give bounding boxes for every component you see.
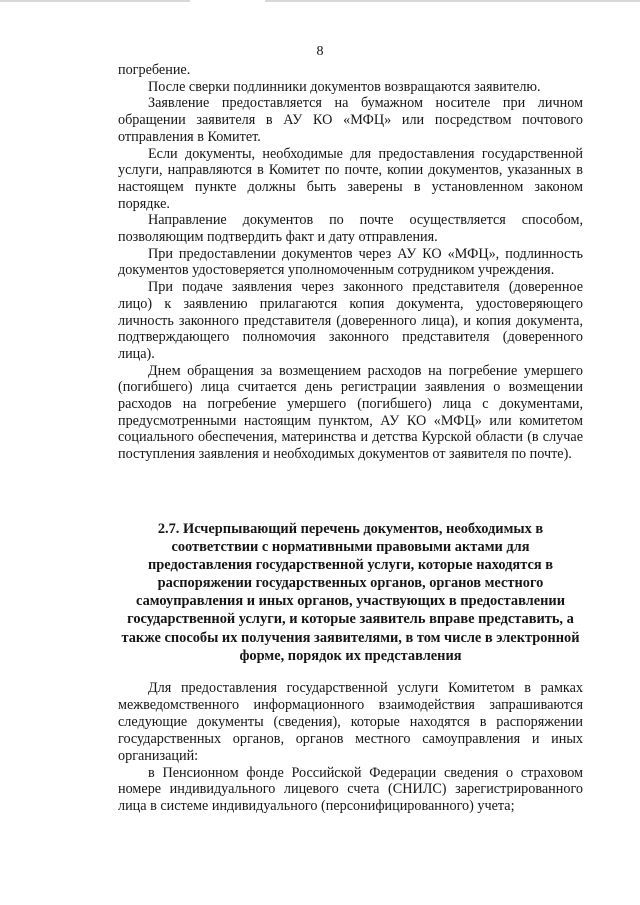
- paragraph: После сверки подлинники документов возвращаются заявителю.: [148, 78, 541, 95]
- body-text-continued: [118, 680, 583, 815]
- paragraph: погребение.: [118, 62, 191, 78]
- paragraph: в Пенсионном фонде Российской Федерации сведения о страховом номере индивидуального лицевого счета (СНИЛС) зарегистрированного лица в системе индивидуального (персонифицированного) учета;: [118, 764, 583, 815]
- paragraph: Днем обращения за возмещением расходов на погребение умершего (погибшего) лица считается день регистрации заявления о возмещении расходов на погребение умершего (погибшего) лица с документами, предусмотренными настоящим пунктом, АУ КО «МФЦ» или комитетом социального обеспечения, материнства и детства Курской области (в случае поступления заявления и необходимых документов от заявителя по почте).: [118, 362, 583, 463]
- paragraph: Для предоставления государственной услуги Комитетом в рамках межведомственного информационного взаимодействия запрашиваются следующие документы (сведения), которые находятся в распоряжении государственных органов, органов местного самоуправления и иных организаций:: [118, 680, 583, 764]
- body-text: [118, 62, 583, 463]
- page-number: 8: [316, 44, 324, 59]
- scan-edge-left: [0, 0, 190, 2]
- paragraph: При подаче заявления через законного представителя (доверенное лицо) к заявлению прилагаются копия документа, удостоверяющего личность законного представителя (доверенного лица), и копия документа, подтверждающего полномочия законного представителя (доверенного лица).: [118, 279, 583, 362]
- paragraph: Если документы, необходимые для предоставления государственной услуги, направляются в Комитет по почте, копии документов, указанных в настоящем пункте должны быть заверены в установленном законом порядке.: [118, 145, 583, 212]
- paragraph: Заявление предоставляется на бумажном носителе при личном обращении заявителя в АУ КО «МФЦ» или посредством почтового отправления в Комитет.: [118, 95, 583, 145]
- section-heading: 2.7. Исчерпывающий перечень документов, необходимых в соответствии с нормативными правовыми актами для предоставления государственной услуги, которые находятся в распоряжении государственных органов, органов местного самоуправления и иных органов, участвующих в предоставлении государственной услуги, и которые заявитель вправе представить, а также способы их получения заявителями, в том числе в электронной форме, порядок их представления: [121, 521, 580, 664]
- scan-edge-right: [265, 0, 640, 2]
- paragraph: Направление документов по почте осуществляется способом, позволяющим подтвердить факт и дату отправления.: [118, 212, 583, 246]
- paragraph: При предоставлении документов через АУ КО «МФЦ», подлинность документов удостоверяется уполномоченным сотрудником учреждения.: [118, 245, 583, 279]
